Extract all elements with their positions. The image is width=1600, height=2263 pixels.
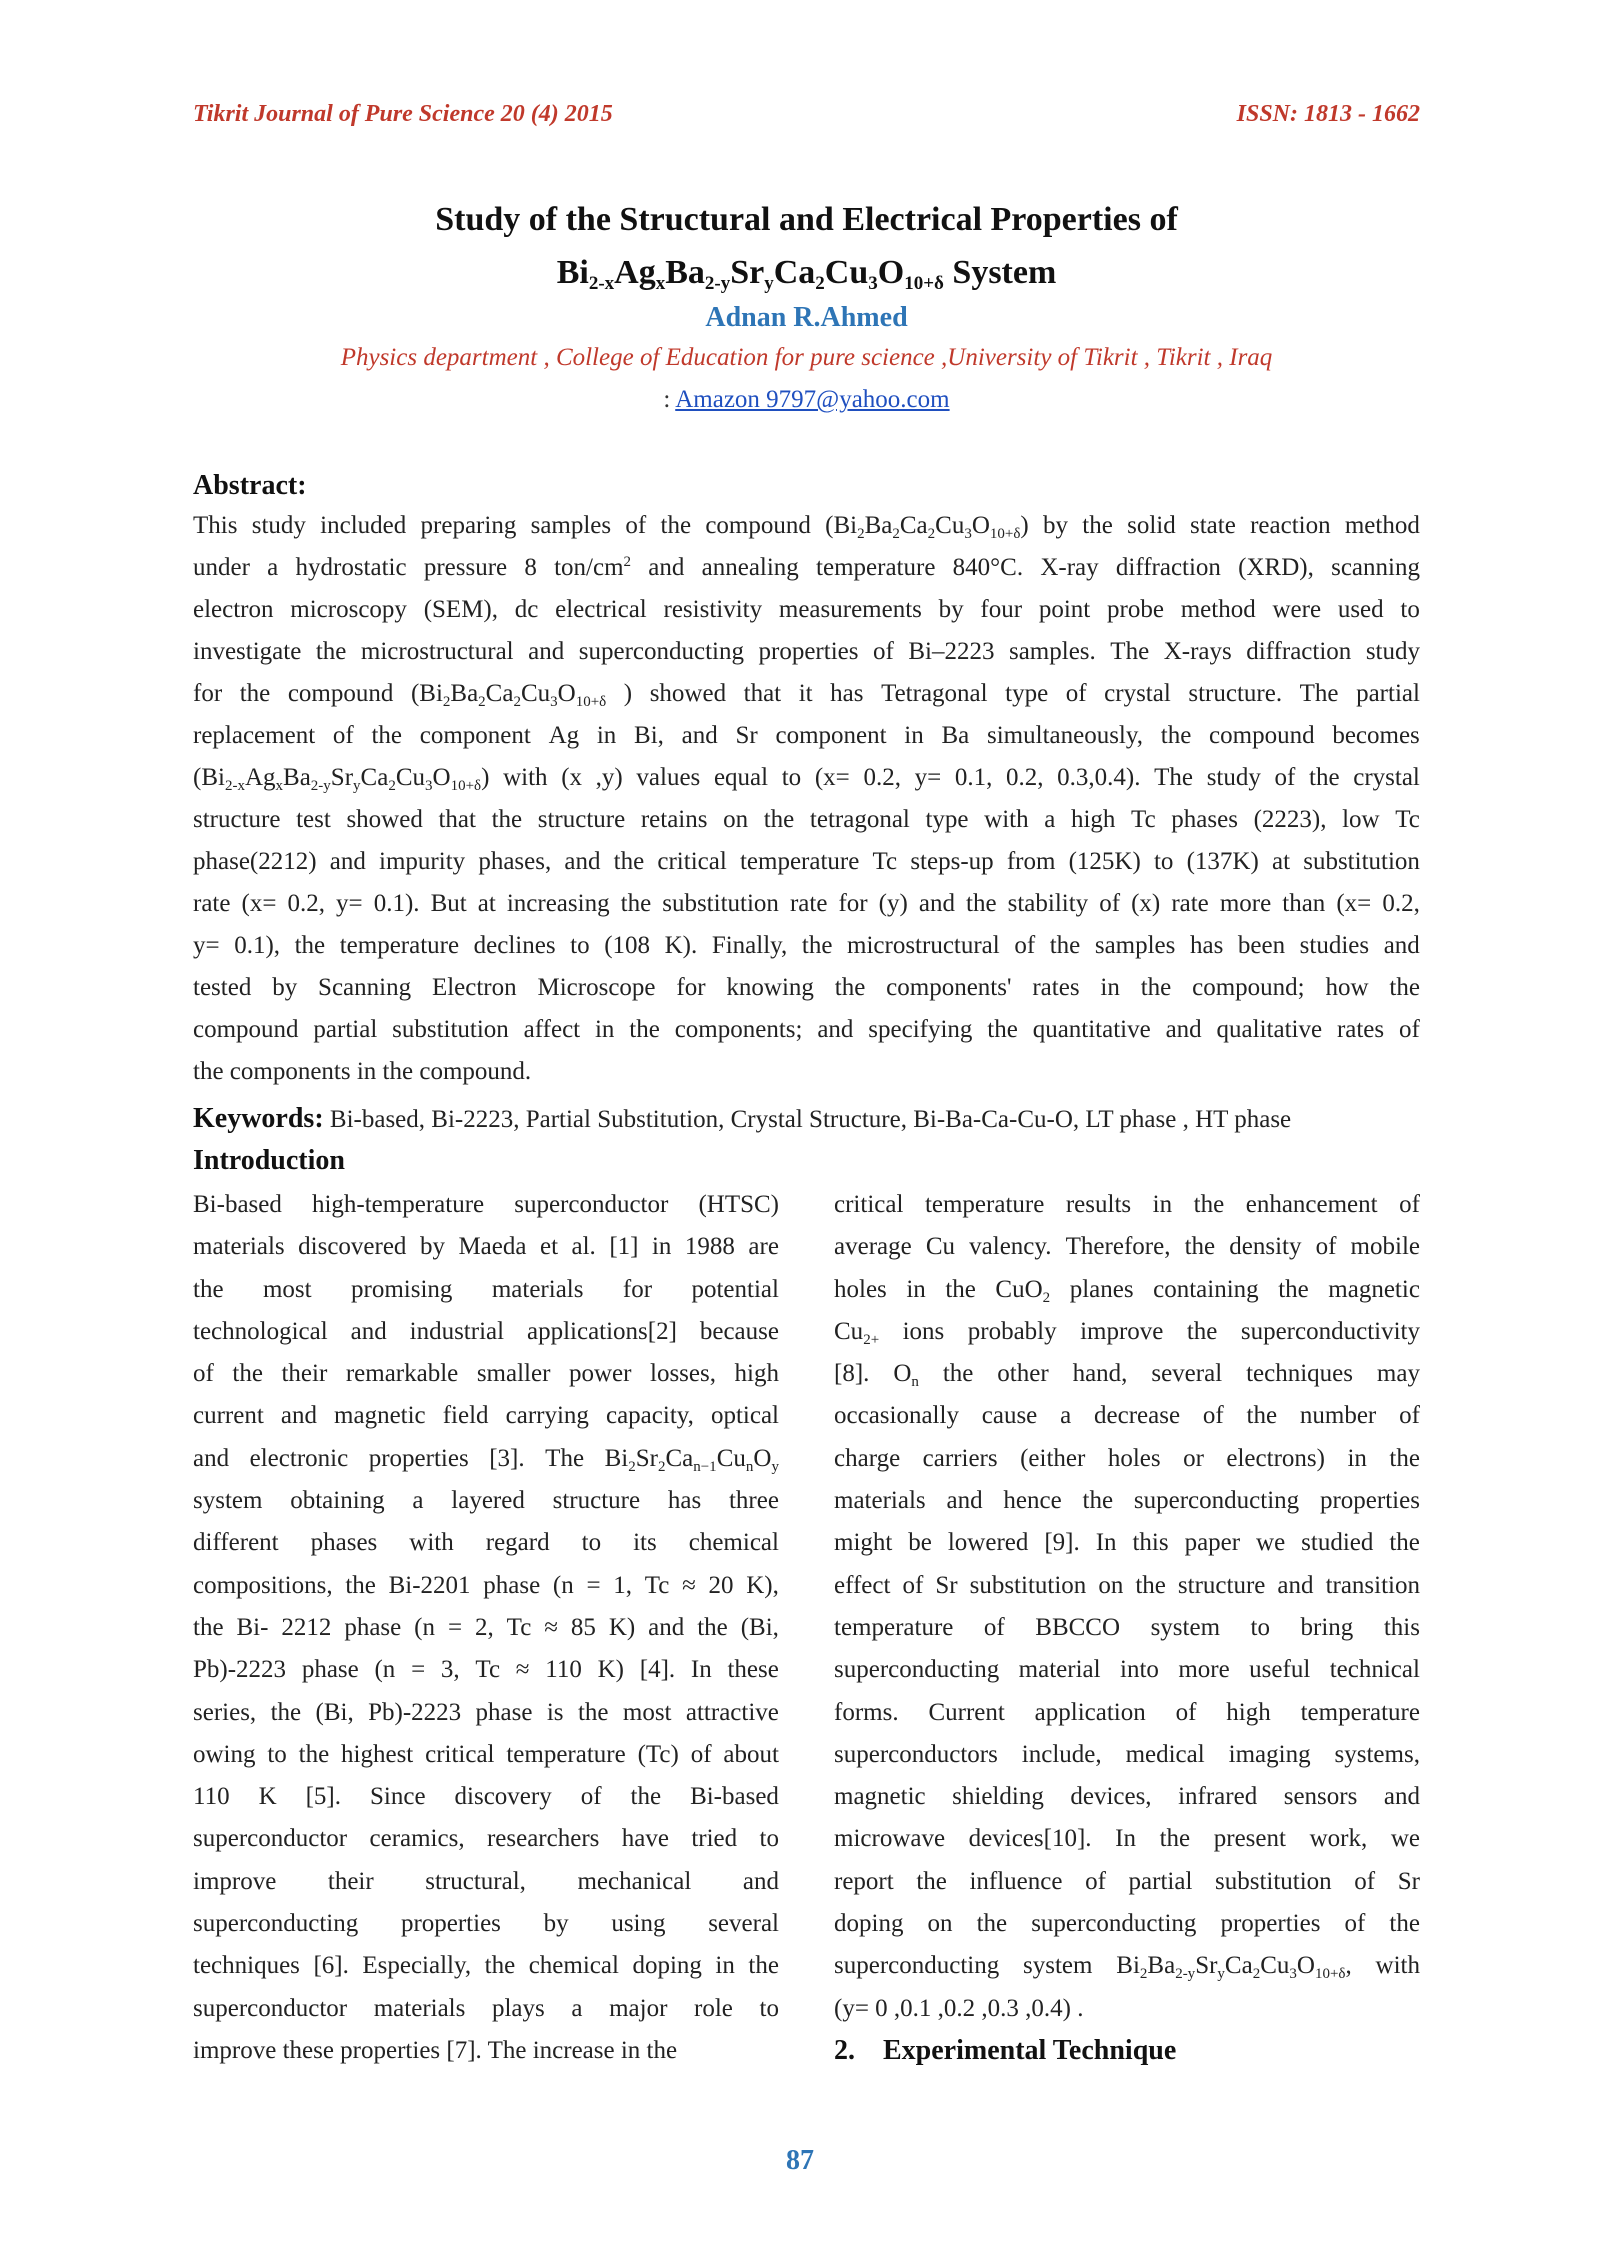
intro-left-line: techniques [6]. Especially, the chemical doping in the	[193, 1952, 779, 1980]
keywords-text: Bi-based, Bi-2223, Partial Substitution, Crystal Structure, Bi-Ba-Ca-Cu-O, LT phase , HT phase	[323, 1106, 1292, 1133]
experimental-technique-heading: 2. Experimental Technique	[834, 2034, 1177, 2066]
abstract-line: structure test showed that the structure retains on the tetragonal type with a high Tc phases (2223), low Tc	[193, 806, 1420, 833]
abstract-line: $(Bi_{2-x}Ag_xBa_{2-y}Sr_yCa_2Cu_3O_{10+\delta})$ with (x ,y) values equal to (x= 0.2, y= 0.1, 0.2, 0.3,0.4). The study of the crystal	[193, 764, 1420, 794]
keywords-line	[193, 1103, 1420, 1135]
intro-right-line: occasionally cause a decrease of the number of	[834, 1402, 1420, 1430]
intro-left-line: different phases with regard to its chemical	[193, 1529, 779, 1557]
intro-right-line: average Cu valency. Therefore, the density of mobile	[834, 1233, 1420, 1261]
intro-right-line: magnetic shielding devices, infrared sensors and	[834, 1783, 1420, 1811]
introduction-heading: Introduction	[193, 1145, 345, 1176]
intro-left-line: Bi-based high-temperature superconductor (HTSC)	[193, 1191, 779, 1218]
intro-left-line: Pb)-2223 phase (n = 3, Tc ≈ 110 K) [4]. In these	[193, 1656, 779, 1684]
intro-left-line: materials discovered by Maeda et al. [1] in 1988 are	[193, 1233, 779, 1261]
intro-left-line: the most promising materials for potential	[193, 1275, 779, 1303]
intro-left-line: owing to the highest critical temperature (Tc) of about	[193, 1740, 779, 1768]
abstract-line: compound partial substitution affect in the components; and specifying the quantitative and qualitative rates of	[193, 1016, 1420, 1043]
intro-right-line: $Cu_{2+}$ ions probably improve the superconductivity	[834, 1317, 1420, 1348]
intro-left-line: superconductor ceramics, researchers have tried to	[193, 1825, 779, 1853]
intro-right-line: microwave devices[10]. In the present work, we	[834, 1825, 1420, 1853]
author-name: Adnan R.Ahmed	[705, 302, 908, 333]
intro-left-line: and electronic properties [3]. The $Bi_2Sr_2Ca_{n-1}Cu_nO_y$	[193, 1444, 779, 1475]
abstract-line: investigate the microstructural and superconducting properties of Bi‒2223 samples. The X-rays diffraction study	[193, 638, 1420, 665]
intro-left-line: 110 K [5]. Since discovery of the Bi-based	[193, 1783, 779, 1811]
keywords-label: Keywords:	[193, 1103, 324, 1134]
abstract-line: This study included preparing samples of the compound $(Bi_2Ba_2Ca_2Cu_3O_{10+\delta})$ by the solid state reaction method	[193, 512, 1420, 542]
intro-right-line: temperature of BBCCO system to bring this	[834, 1613, 1420, 1641]
intro-right-line: materials and hence the superconducting properties	[834, 1487, 1420, 1515]
email-link[interactable]: Amazon 9797@yahoo.com	[675, 386, 950, 413]
intro-right-line: [8]. $O_n$ the other hand, several techniques may	[834, 1360, 1420, 1391]
running-header	[193, 101, 1420, 135]
abstract-heading: Abstract:	[193, 470, 307, 501]
author-email-line	[193, 386, 1420, 414]
intro-left-line: compositions, the Bi-2201 phase (n = 1, Tc ≈ 20 K),	[193, 1571, 779, 1599]
intro-right-line: superconducting material into more useful technical	[834, 1656, 1420, 1684]
page-number: 87	[786, 2145, 814, 2176]
abstract-line: under a hydrostatic pressure 8 ton/$cm^2$ and annealing temperature 840°C. X-ray diffraction (XRD), scanning	[193, 554, 1420, 581]
intro-right-line: charge carriers (either holes or electrons) in the	[834, 1444, 1420, 1472]
intro-right-line: holes in the CuO$_2$ planes containing the magnetic	[834, 1275, 1420, 1306]
intro-right-line: effect of Sr substitution on the structure and transition	[834, 1571, 1420, 1599]
intro-right-line: (y= 0 ,0.1 ,0.2 ,0.3 ,0.4) .	[834, 1994, 1084, 2022]
abstract-line: rate (x= 0.2, y= 0.1). But at increasing the substitution rate for (y) and the stability of (x) rate more than (x= 0.2,	[193, 890, 1420, 917]
intro-left-line: series, the (Bi, Pb)-2223 phase is the most attractive	[193, 1698, 779, 1726]
paper-title-formula: $Bi_{2-x}Ag_xBa_{2-y}Sr_yCa_2Cu_3O_{10+\delta}$ System	[556, 254, 1057, 294]
email-prefix: :	[663, 386, 676, 413]
introduction-left-column	[193, 1184, 779, 2072]
intro-right-line: forms. Current application of high temperature	[834, 1698, 1420, 1726]
intro-right-line: critical temperature results in the enhancement of	[834, 1191, 1420, 1218]
abstract-line: replacement of the component Ag in Bi, and Sr component in Ba simultaneously, the compound becomes	[193, 722, 1420, 749]
intro-left-line: the Bi- 2212 phase (n = 2, Tc ≈ 85 K) and the (Bi,	[193, 1613, 779, 1641]
intro-left-line: of the their remarkable smaller power losses, high	[193, 1360, 779, 1388]
intro-left-line: superconductor materials plays a major role to	[193, 1994, 779, 2022]
paper-title: Study of the Structural and Electrical Properties of	[435, 201, 1178, 238]
intro-left-line: improve these properties [7]. The increase in the	[193, 2036, 678, 2064]
abstract-line: electron microscopy (SEM), dc electrical resistivity measurements by four point probe method were used to	[193, 596, 1420, 623]
issn: ISSN: 1813 - 1662	[1236, 101, 1420, 127]
intro-right-line: might be lowered [9]. In this paper we studied the	[834, 1529, 1420, 1557]
intro-right-line: superconducting system $Bi_2Ba_{2-y}Sr_yCa_2Cu_3O_{10+\delta}$, with	[834, 1952, 1420, 1983]
abstract-line: phase(2212) and impurity phases, and the critical temperature Tc steps-up from (125K) to (137K) at substitution	[193, 848, 1420, 875]
intro-right-line: report the influence of partial substitution of Sr	[834, 1867, 1420, 1895]
intro-left-line: technological and industrial applications[2] because	[193, 1317, 779, 1345]
intro-left-line: current and magnetic field carrying capacity, optical	[193, 1402, 779, 1430]
intro-right-line: superconductors include, medical imaging systems,	[834, 1740, 1420, 1768]
abstract-body	[193, 505, 1420, 1093]
intro-left-line: superconducting properties by using several	[193, 1910, 779, 1938]
intro-left-line: improve their structural, mechanical and	[193, 1867, 779, 1895]
journal-name: Tikrit Journal of Pure Science 20 (4) 2015	[193, 101, 613, 127]
introduction-right-column	[834, 1184, 1420, 2072]
abstract-line: y= 0.1), the temperature declines to (108 K). Finally, the microstructural of the samples has been studies and	[193, 932, 1420, 959]
author-affiliation: Physics department , College of Education for pure science ,University of Tikrit , Tikrit , Iraq	[340, 344, 1273, 371]
intro-left-line: system obtaining a layered structure has three	[193, 1487, 779, 1515]
abstract-line: for the compound ($Bi_2Ba_2Ca_2Cu_3O_{10+\delta}$ ) showed that it has Tetragonal type of crystal structure. The partial	[193, 680, 1420, 710]
abstract-line: tested by Scanning Electron Microscope for knowing the components' rates in the compound; how the	[193, 974, 1420, 1001]
abstract-line: the components in the compound.	[193, 1058, 532, 1085]
intro-right-line: doping on the superconducting properties of the	[834, 1910, 1420, 1938]
